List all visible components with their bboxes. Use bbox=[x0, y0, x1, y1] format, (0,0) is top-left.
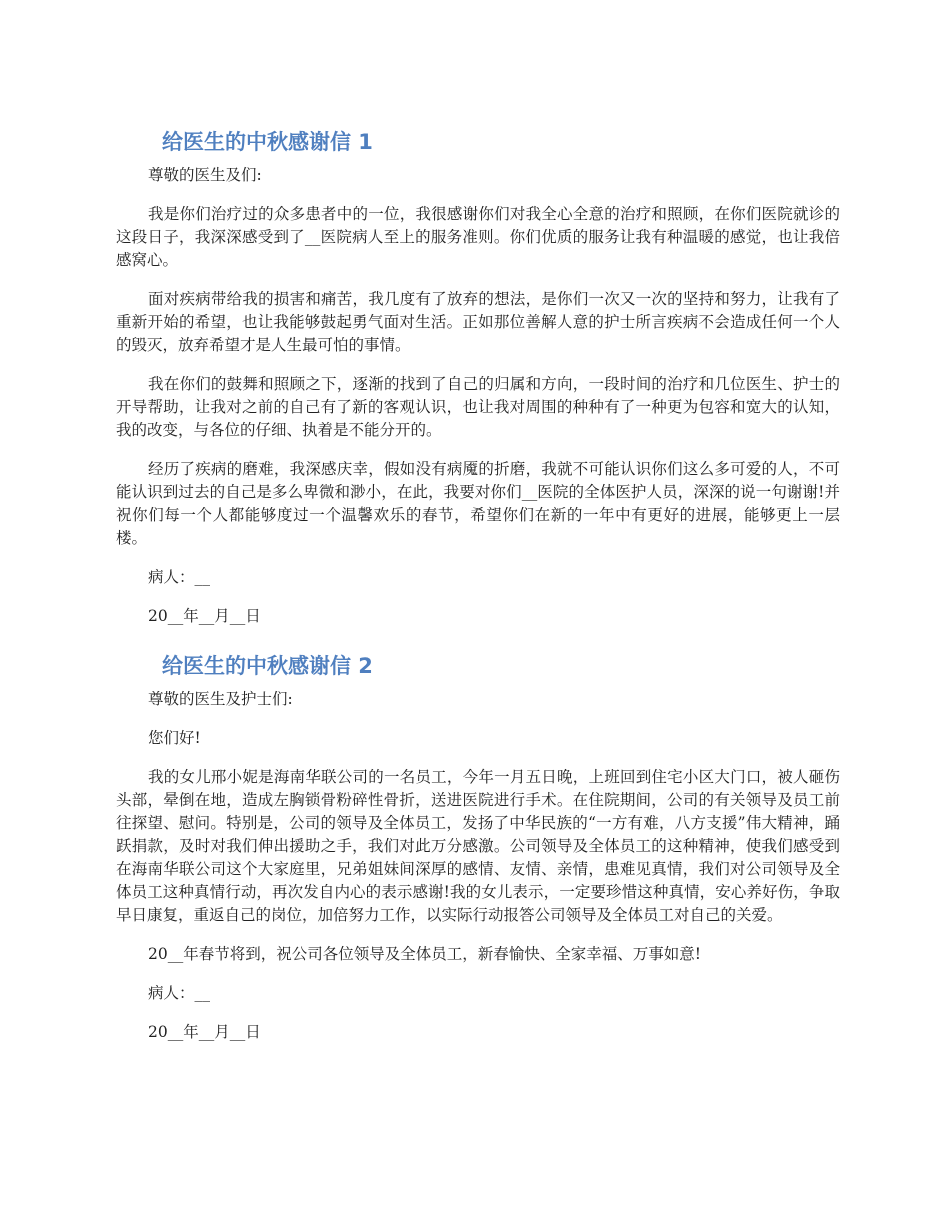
letter-1 bbox=[116, 120, 840, 628]
letter-1-salutation: 尊敬的医生及们: bbox=[148, 166, 262, 184]
document-page bbox=[116, 120, 840, 1060]
letter-1-paragraph-1: 我是你们治疗过的众多患者中的一位，我很感谢你们对我全心全意的治疗和照顾，在你们医院就诊的这段日子，我深深感受到了__医院病人至上的服务准则。你们优质的服务让我有种温暖的感觉，也让我倍感窝心。 bbox=[116, 205, 840, 269]
letter-2-date: 20__年__月__日 bbox=[148, 1023, 261, 1041]
letter-1-paragraph-3: 我在你们的鼓舞和照顾之下，逐渐的找到了自己的归属和方向，一段时间的治疗和几位医生、护士的开导帮助，让我对之前的自己有了新的客观认识，也让我对周围的种种有了一种更为包容和宽大的认知，我的改变，与各位的仔细、执着是不能分开的。 bbox=[116, 375, 840, 439]
letter-2 bbox=[116, 644, 840, 1044]
letter-1-title: 给医生的中秋感谢信 1 bbox=[162, 130, 373, 154]
letter-1-paragraph-4: 经历了疾病的磨难，我深感庆幸，假如没有病魇的折磨，我就不可能认识你们这么多可爱的人，不可能认识到过去的自己是多么卑微和渺小，在此，我要对你们__医院的全体医护人员，深深的说一句谢谢!并祝你们每一个人都能够度过一个温馨欢乐的春节，希望你们在新的一年中有更好的进展，能够更上一层楼。 bbox=[116, 460, 840, 547]
letter-1-signature: 病人：__ bbox=[148, 568, 211, 586]
letter-2-paragraph-2: 20__年春节将到，祝公司各位领导及全体员工，新春愉快、全家幸福、万事如意! bbox=[148, 945, 701, 963]
letter-1-paragraph-2: 面对疾病带给我的损害和痛苦，我几度有了放弃的想法，是你们一次又一次的坚持和努力，让我有了重新开始的希望，也让我能够鼓起勇气面对生活。正如那位善解人意的护士所言疾病不会造成任何一个人的毁灭，放弃希望才是人生最可怕的事情。 bbox=[116, 290, 840, 354]
letter-2-signature: 病人：__ bbox=[148, 984, 211, 1002]
letter-2-salutation: 尊敬的医生及护士们: bbox=[148, 690, 293, 708]
letter-2-paragraph-1: 我的女儿邢小妮是海南华联公司的一名员工，今年一月五日晚，上班回到住宅小区大门口，被人砸伤头部，晕倒在地，造成左胸锁骨粉碎性骨折，送进医院进行手术。在住院期间，公司的有关领导及员工前往探望、慰问。特别是，公司的领导及全体员工，发扬了中华民族的“一方有难，八方支援”伟大精神，踊跃捐款，及时对我们伸出援助之手，我们对此万分感激。公司领导及全体员工的这种精神，使我们感受到在海南华联公司这个大家庭里，兄弟姐妹间深厚的感情、友情、亲情，患难见真情，我们对公司领导及全体员工这种真情行动，再次发自内心的表示感谢!我的女儿表示，一定要珍惜这种真情，安心养好伤，争取早日康复，重返自己的岗位，加倍努力工作，以实际行动报答公司领导及全体员工对自己的关爱。 bbox=[116, 768, 840, 924]
letter-2-title: 给医生的中秋感谢信 2 bbox=[162, 654, 373, 678]
letter-1-date: 20__年__月__日 bbox=[148, 607, 261, 625]
letter-2-greeting: 您们好! bbox=[148, 729, 201, 747]
